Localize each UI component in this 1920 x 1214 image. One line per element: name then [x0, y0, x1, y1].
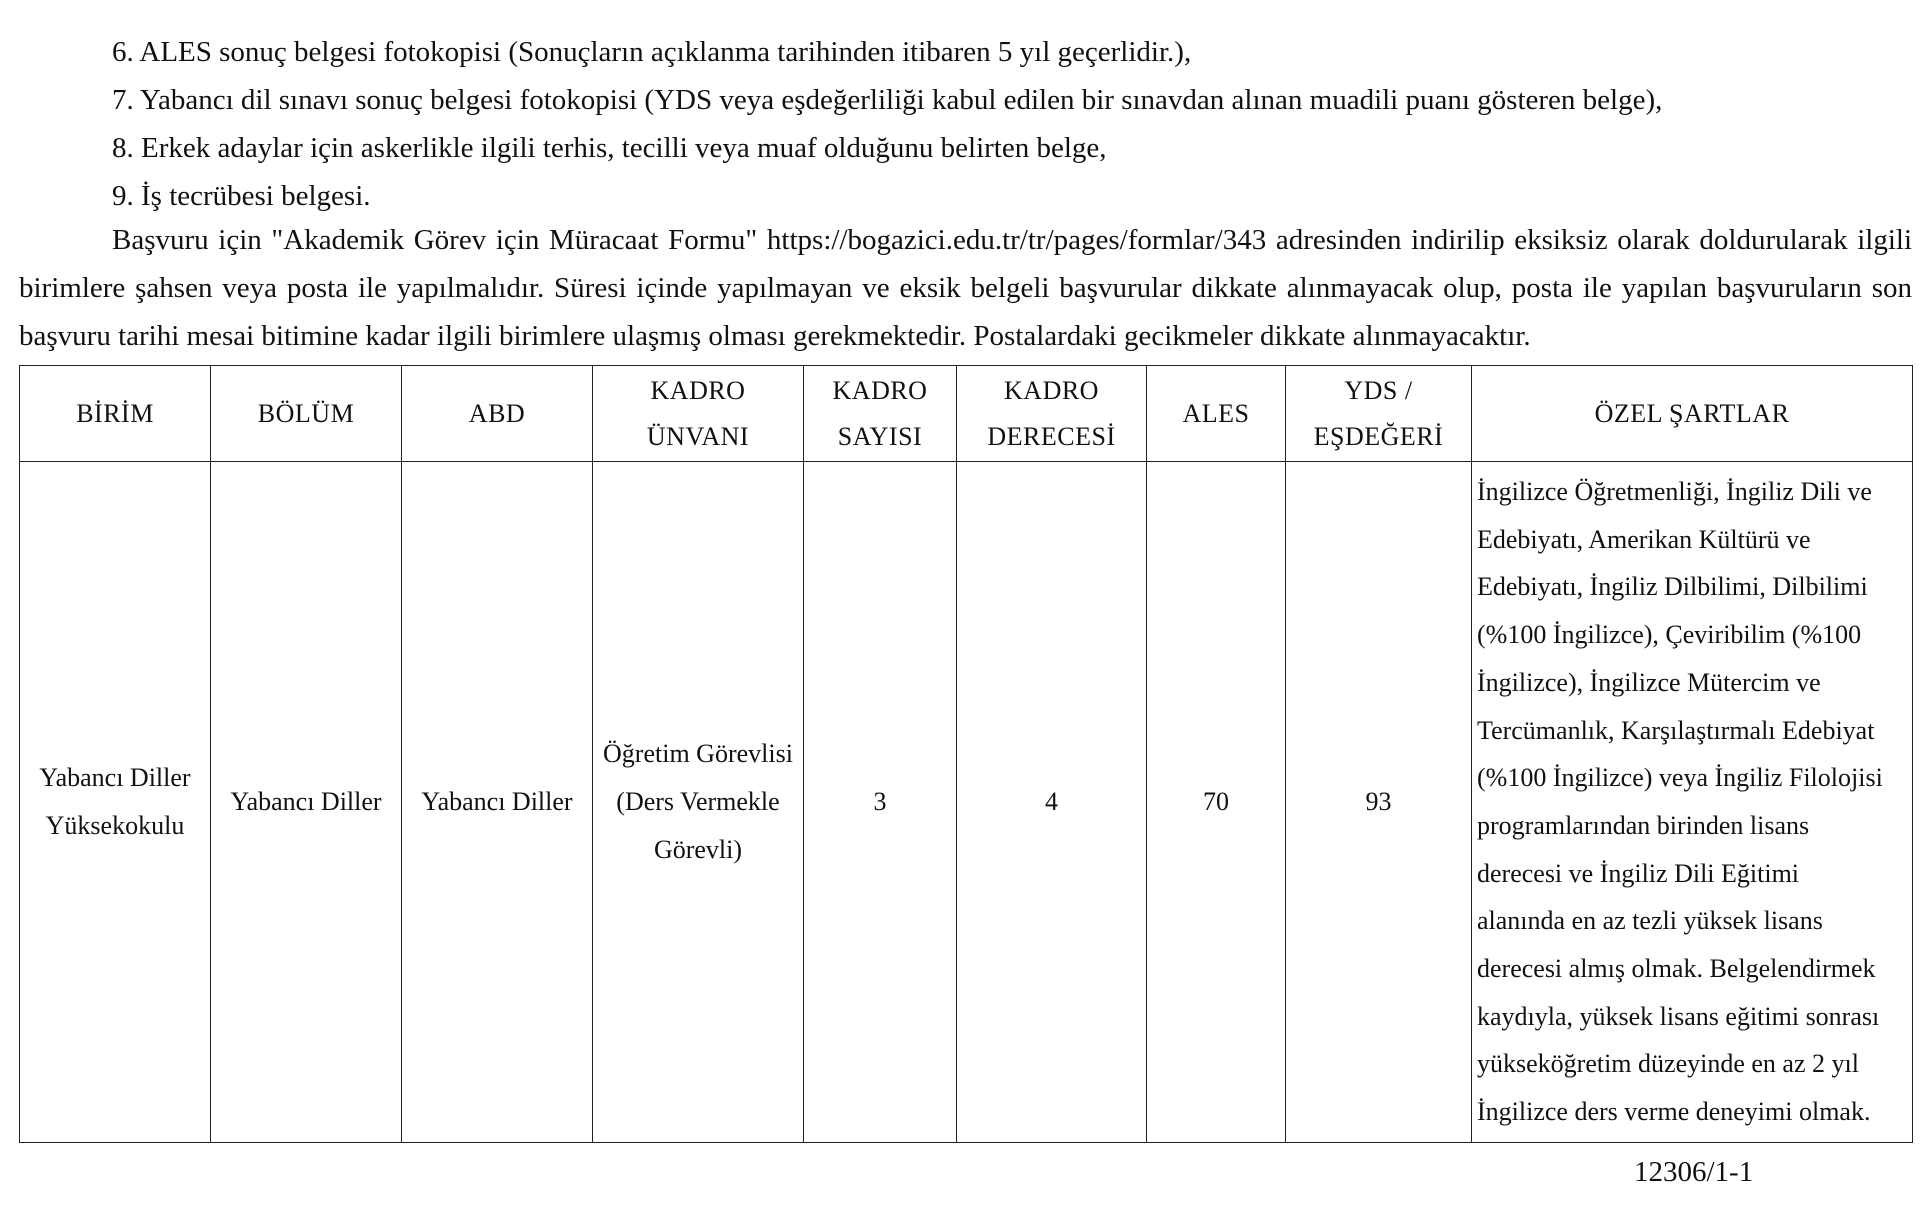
- cell-line: (Ders Vermekle: [616, 786, 780, 816]
- required-documents-list: [112, 28, 1892, 220]
- list-item: 7. Yabancı dil sınavı sonuç belgesi fotokopisi (YDS veya eşdeğerliliği kabul edilen bir sınavdan alınan muadili puanı gösteren belge),: [112, 84, 1663, 116]
- cell-line: Yabancı Diller: [39, 762, 191, 792]
- cell-yds: 93: [1286, 462, 1472, 1143]
- header-line: KADRO: [650, 375, 746, 405]
- cell-ozel-sartlar: [1472, 462, 1913, 1143]
- cell-line: derecesi ve İngiliz Dili Eğitimi: [1477, 858, 1800, 888]
- table-row: [20, 462, 1913, 1143]
- cell-abd: Yabancı Diller: [402, 462, 593, 1143]
- application-paragraph: Başvuru için "Akademik Görev için Müracaat Formu" https://bogazici.edu.tr/tr/pages/formlar/343 adresinden indirilip eksiksiz olarak doldurularak ilgili birimlere şahsen veya posta ile yapılmalıdır. Süresi içinde yapılmayan ve eksik belgeli başvurular dikkate alınmayacak olup, posta ile yapılan başvuruların son başvuru tarihi mesai bitimine kadar ilgili birimlere ulaşmış olması gerekmektedir. Postalardaki gecikmeler dikkate alınmayacaktır.: [19, 224, 1912, 352]
- cell-line: Yüksekokulu: [45, 810, 185, 840]
- table-header-row: [20, 366, 1913, 462]
- header-line: EŞDEĞERİ: [1313, 421, 1444, 451]
- cell-bolum: Yabancı Diller: [211, 462, 402, 1143]
- cell-line: Edebiyatı, İngiliz Dilbilimi, Dilbilimi: [1477, 572, 1868, 602]
- cell-line: İngilizce), İngilizce Mütercim ve: [1477, 667, 1821, 697]
- header-line: KADRO: [1004, 375, 1099, 405]
- header-abd: ABD: [402, 366, 593, 462]
- announcement-code: 12306/1-1: [1634, 1156, 1754, 1188]
- header-line: ÜNVANI: [646, 421, 750, 451]
- cell-line: (%100 İngilizce) veya İngiliz Filolojisi: [1477, 763, 1883, 793]
- list-item: 8. Erkek adaylar için askerlikle ilgili terhis, tecilli veya muaf olduğunu belirten belge,: [112, 132, 1107, 164]
- list-item: 6. ALES sonuç belgesi fotokopisi (Sonuçların açıklanma tarihinden itibaren 5 yıl geçerlidir.),: [112, 36, 1192, 68]
- cell-line: İngilizce ders verme deneyimi olmak.: [1477, 1097, 1871, 1127]
- cell-line: İngilizce Öğretmenliği, İngiliz Dili ve: [1477, 477, 1872, 506]
- cell-line: kaydıyla, yüksek lisans eğitimi sonrası: [1477, 1001, 1880, 1031]
- cell-line: derecesi almış olmak. Belgelendirmek: [1477, 954, 1876, 984]
- header-kadro-unvani: [593, 366, 804, 462]
- cell-line: Öğretim Görevlisi: [603, 738, 793, 768]
- header-bolum: BÖLÜM: [211, 366, 402, 462]
- header-ales: ALES: [1147, 366, 1286, 462]
- cell-line: programlarından birinden lisans: [1477, 810, 1810, 840]
- position-table: [19, 365, 1913, 1143]
- header-kadro-sayisi: [804, 366, 957, 462]
- cell-birim: [20, 462, 211, 1143]
- cell-kadro-sayisi: 3: [804, 462, 957, 1143]
- cell-line: Görevli): [653, 834, 743, 864]
- cell-kadro-unvani: [593, 462, 804, 1143]
- cell-line: yükseköğretim düzeyinde en az 2 yıl: [1477, 1049, 1859, 1079]
- cell-line: Tercümanlık, Karşılaştırmalı Edebiyat: [1477, 715, 1875, 745]
- cell-line: Edebiyatı, Amerikan Kültürü ve: [1477, 524, 1811, 554]
- header-ozel-sartlar: ÖZEL ŞARTLAR: [1472, 366, 1913, 462]
- header-yds: [1286, 366, 1472, 462]
- header-line: SAYISI: [837, 421, 923, 451]
- header-line: KADRO: [832, 375, 928, 405]
- cell-line: (%100 İngilizce), Çeviribilim (%100: [1477, 620, 1862, 650]
- header-birim: BİRİM: [20, 366, 211, 462]
- cell-line: alanında en az tezli yüksek lisans: [1477, 906, 1823, 936]
- header-line: YDS /: [1344, 375, 1413, 405]
- cell-kadro-derecesi: 4: [957, 462, 1147, 1143]
- header-line: DERECESİ: [987, 421, 1116, 451]
- header-kadro-derecesi: [957, 366, 1147, 462]
- cell-ales: 70: [1147, 462, 1286, 1143]
- list-item: 9. İş tecrübesi belgesi.: [112, 180, 371, 212]
